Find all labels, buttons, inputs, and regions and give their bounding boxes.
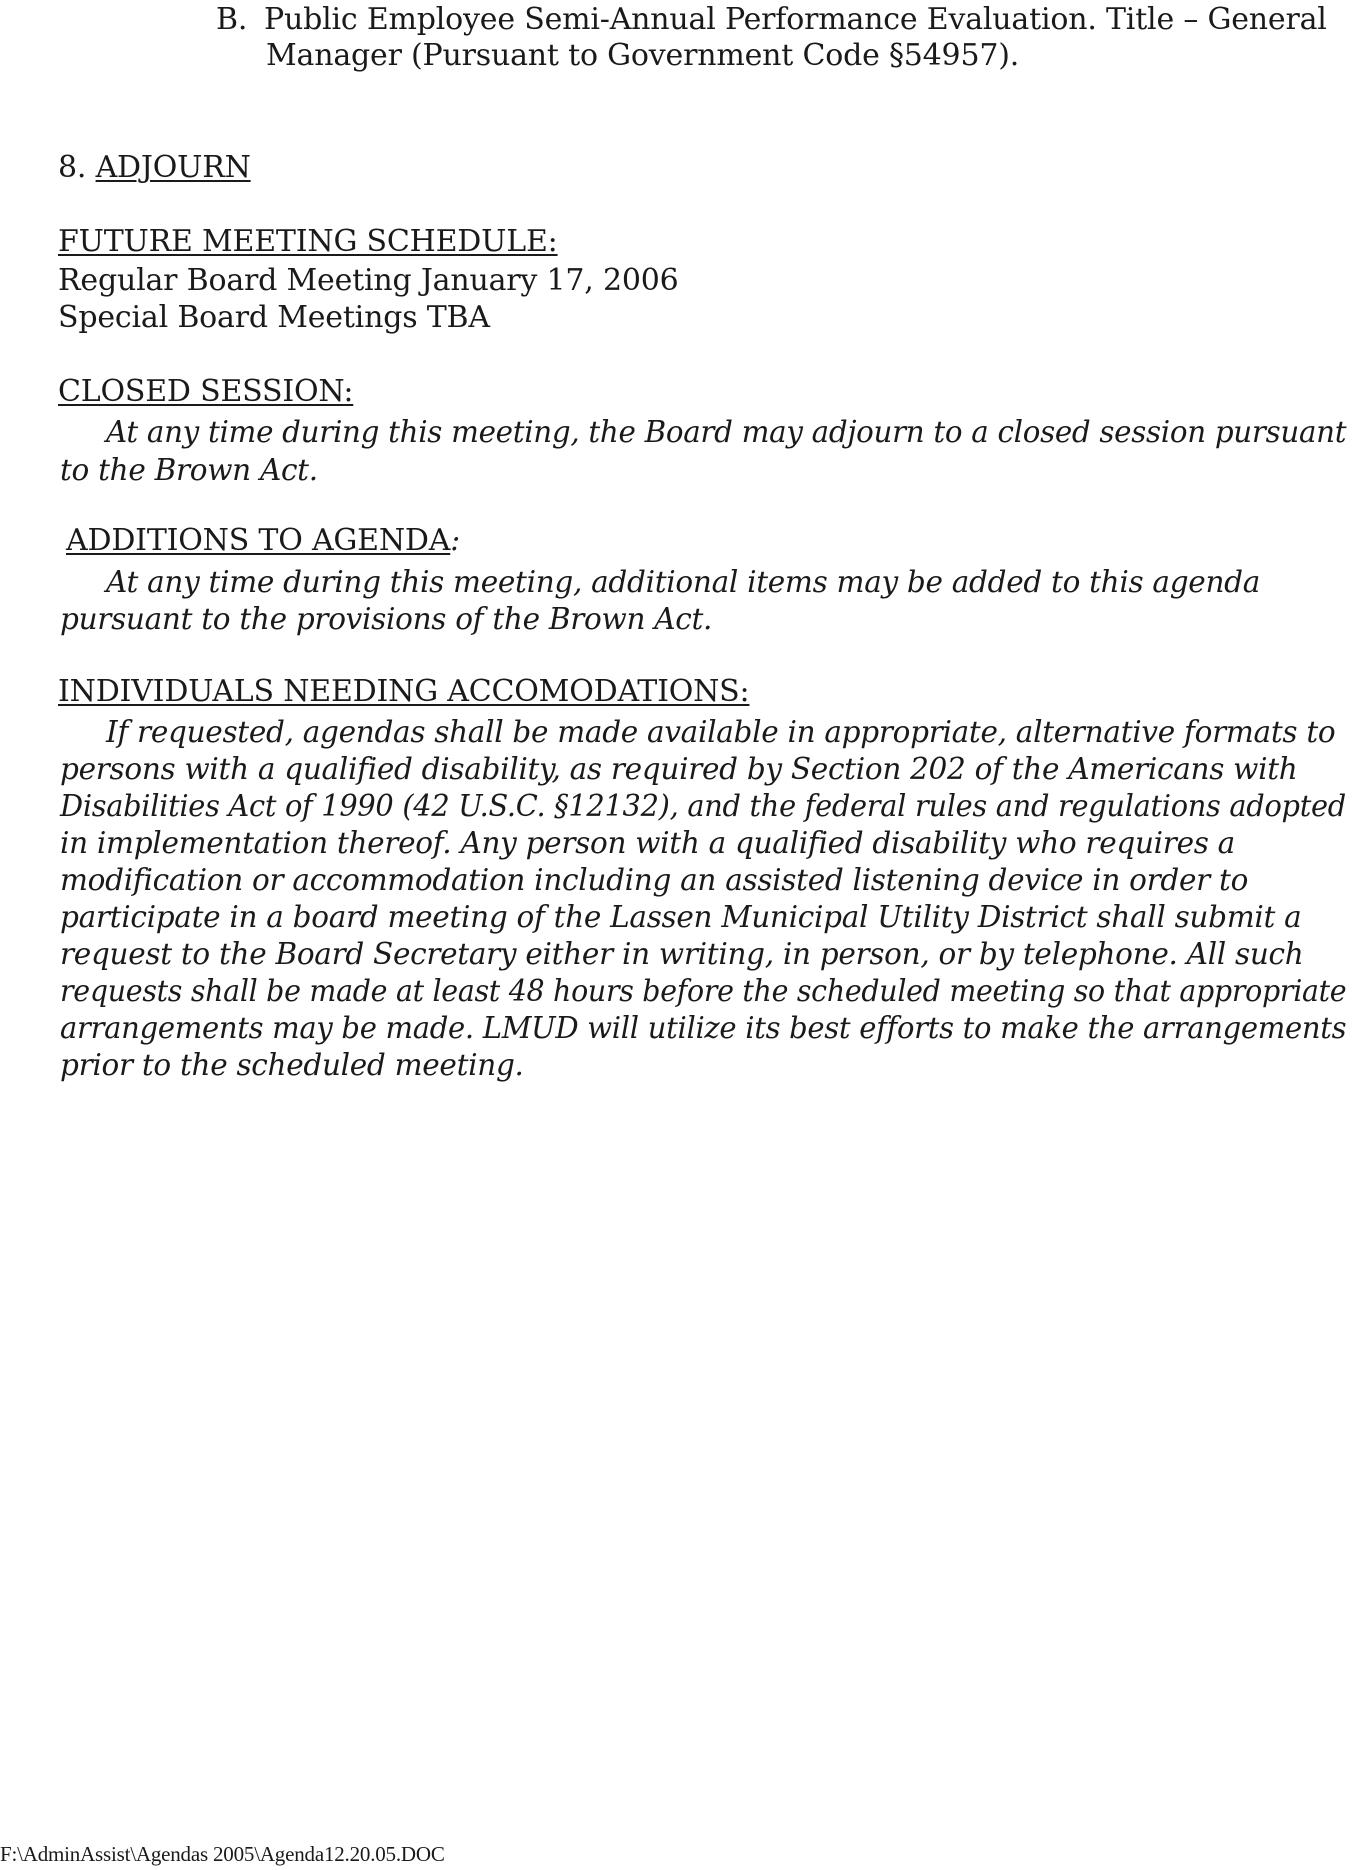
additions-heading: ADDITIONS TO AGENDA (66, 523, 451, 558)
accommodations-line-3: Disabilities Act of 1990 (42 U.S.C. §12132), and the federal rules and regulations adopted (60, 789, 1346, 823)
future-meetings-line-2: Special Board Meetings TBA (58, 300, 490, 335)
adjourn-heading: ADJOURN (95, 150, 251, 185)
adjourn-number: 8. (58, 150, 87, 185)
footer-file-path: F:\AdminAssist\Agendas 2005\Agenda12.20.05.DOC (0, 1842, 445, 1866)
accommodations-line-8: requests shall be made at least 48 hours before the scheduled meeting so that appropriate (60, 974, 1347, 1008)
closed-session-line-2: to the Brown Act. (60, 453, 318, 487)
accommodations-line-7: request to the Board Secretary either in writing, in person, or by telephone. All such (60, 937, 1304, 971)
accommodations-line-9: arrangements may be made. LMUD will utilize its best efforts to make the arrangements (60, 1011, 1347, 1045)
closed-session-heading: CLOSED SESSION: (58, 374, 354, 409)
item-b-line-2: Manager (Pursuant to Government Code §54957). (266, 38, 1020, 73)
accommodations-line-2: persons with a qualified disability, as required by Section 202 of the Americans with (60, 752, 1298, 786)
additions-heading-row (66, 522, 460, 559)
accommodations-line-5: modification or accommodation including an assisted listening device in order to (60, 863, 1249, 897)
accommodations-line-4: in implementation thereof. Any person with a qualified disability who requires a (60, 826, 1235, 860)
additions-heading-suffix: : (450, 523, 460, 557)
adjourn-item (58, 150, 251, 186)
additions-line-2: pursuant to the provisions of the Brown Act. (60, 602, 713, 636)
item-b-line-1: Public Employee Semi-Annual Performance Evaluation. Title – General (264, 2, 1327, 37)
accommodations-line-1: If requested, agendas shall be made available in appropriate, alternative formats to (106, 715, 1336, 749)
item-b-marker: B. (216, 2, 248, 37)
closed-session-line-1: At any time during this meeting, the Board may adjourn to a closed session pursuant (106, 415, 1347, 449)
additions-line-1: At any time during this meeting, additional items may be added to this agenda (106, 565, 1261, 599)
future-meetings-heading: FUTURE MEETING SCHEDULE: (58, 224, 558, 259)
future-meetings-line-1: Regular Board Meeting January 17, 2006 (58, 263, 679, 298)
accommodations-line-10: prior to the scheduled meeting. (60, 1048, 524, 1082)
accommodations-line-6: participate in a board meeting of the Lassen Municipal Utility District shall submit a (60, 900, 1302, 934)
accommodations-heading: INDIVIDUALS NEEDING ACCOMODATIONS: (58, 674, 750, 709)
